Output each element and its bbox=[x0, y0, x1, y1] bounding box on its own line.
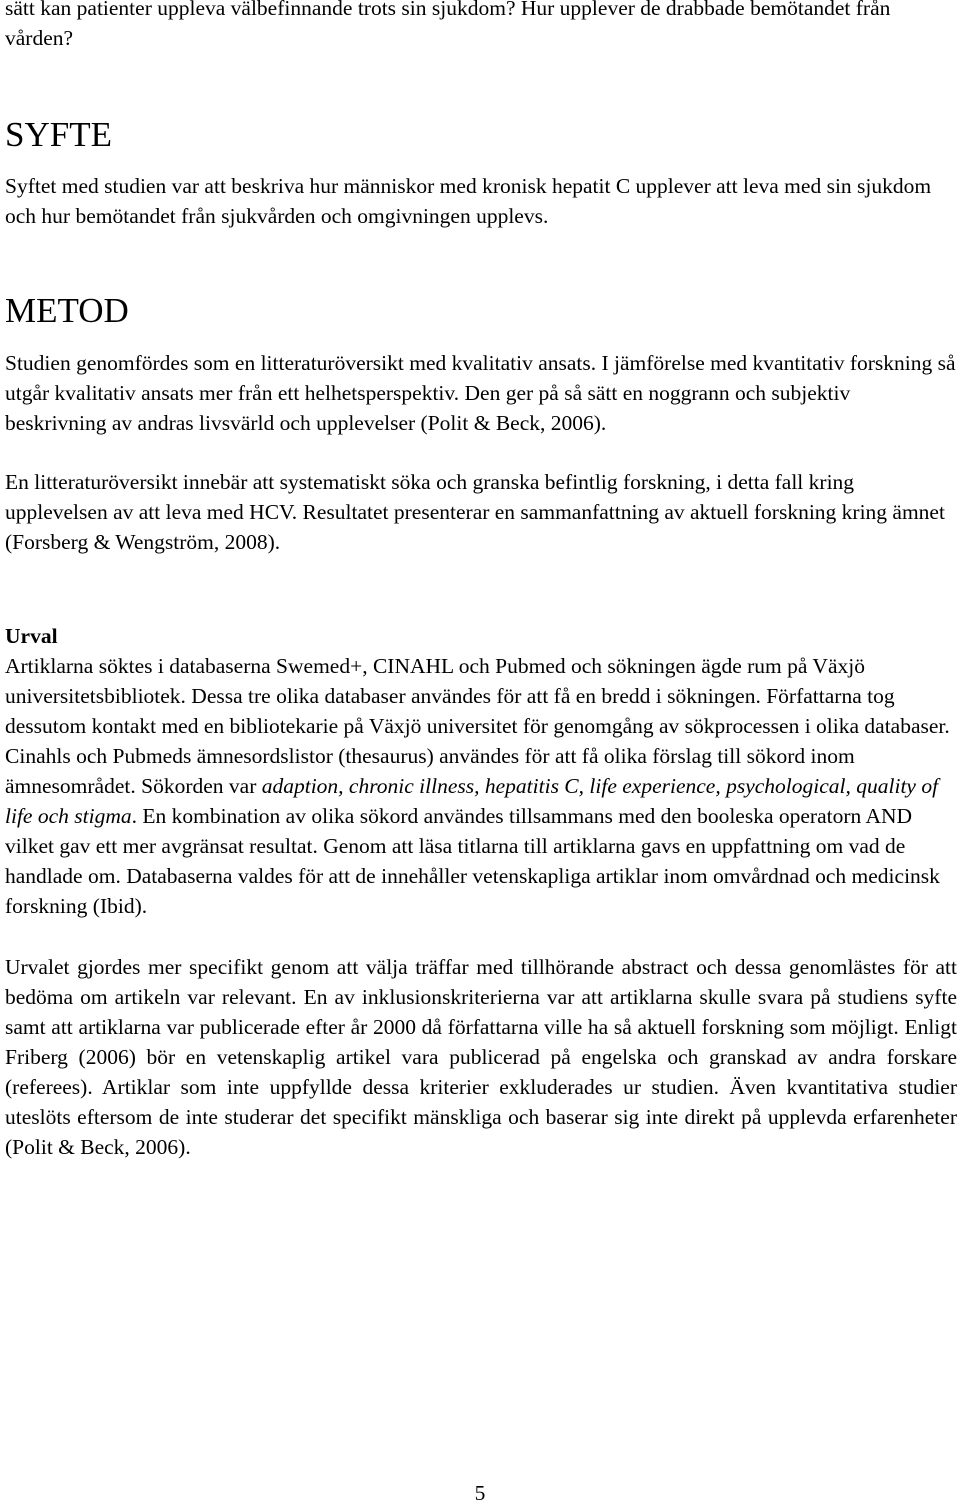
page-number: 5 bbox=[474, 1481, 486, 1505]
syfte-heading: SYFTE bbox=[5, 115, 112, 154]
urval-p1-after: . En kombination av olika sökord användes tillsammans med den booleska operatorn AND vilket gav ett mer avgränsat resultat. Genom att läsa titlarna till artiklarna gavs en uppfattning om vad de handlade om. Databaserna valdes för att de innehåller vetenskapliga artiklar inom omvårdnad och medicinsk forskning (Ibid). bbox=[5, 804, 940, 918]
document-page bbox=[5, 0, 957, 1162]
urval-heading: Urval bbox=[5, 624, 58, 648]
metod-paragraph-2: En litteraturöversikt innebär att systematiskt söka och granska befintlig forskning, i detta fall kring upplevelsen av att leva med HCV. Resultatet presenterar en sammanfattning av aktuell forskning kring ämnet (Forsberg & Wengström, 2008). bbox=[5, 470, 945, 554]
urval-p1-before: Artiklarna söktes i databaserna Swemed+, CINAHL och Pubmed och sökningen ägde rum på Växjö universitetsbibliotek. Dessa tre olika databaser användes för att få en bredd i sökningen. Författarna tog dessutom kontakt med en bibliotekarie på Växjö universitet för genomgång av sökprocessen i olika databaser. Cinahls och Pubmeds ämnesordslistor (thesaurus) användes för att få olika förslag till sökord inom ämnesområdet. Sökorden var bbox=[5, 654, 950, 798]
urval-paragraph-1 bbox=[5, 651, 957, 921]
search-terms: adaption, chronic illness, hepatitis C, life experience, psychological, quality of life och stigma bbox=[5, 774, 939, 828]
metod-paragraph-1: Studien genomfördes som en litteraturöversikt med kvalitativ ansats. I jämförelse med kvantitativ forskning så utgår kvalitativ ansats mer från ett helhetsperspektiv. Den ger på så sätt en noggrann och subjektiv beskrivning av andras livsvärld och upplevelser (Polit & Beck, 2006). bbox=[5, 351, 956, 435]
urval-paragraph-2: Urvalet gjordes mer specifikt genom att välja träffar med tillhörande abstract och dessa genomlästes för att bedöma om artikeln var relevant. En av inklusionskriterierna var att artiklarna skulle svara på studiens syfte samt att artiklarna var publicerade efter år 2000 då författarna ville ha så aktuell forskning som möjligt. Enligt Friberg (2006) bör en vetenskaplig artikel vara publicerad på engelska och granskad av andra forskare (referees). Artiklar som inte uppfyllde dessa kriterier exkluderades ur studien. Även kvantitativa studier uteslöts eftersom de inte studerar det specifikt mänskliga och baserar sig inte direkt på upplevda erfarenheter (Polit & Beck, 2006). bbox=[5, 955, 957, 1159]
intro-tail-paragraph: sätt kan patienter uppleva välbefinnande trots sin sjukdom? Hur upplever de drabbade bemötandet från vården? bbox=[5, 0, 891, 50]
metod-heading: METOD bbox=[5, 291, 129, 330]
syfte-paragraph: Syftet med studien var att beskriva hur människor med kronisk hepatit C upplever att leva med sin sjukdom och hur bemötandet från sjukvården och omgivningen upplevs. bbox=[5, 174, 932, 228]
